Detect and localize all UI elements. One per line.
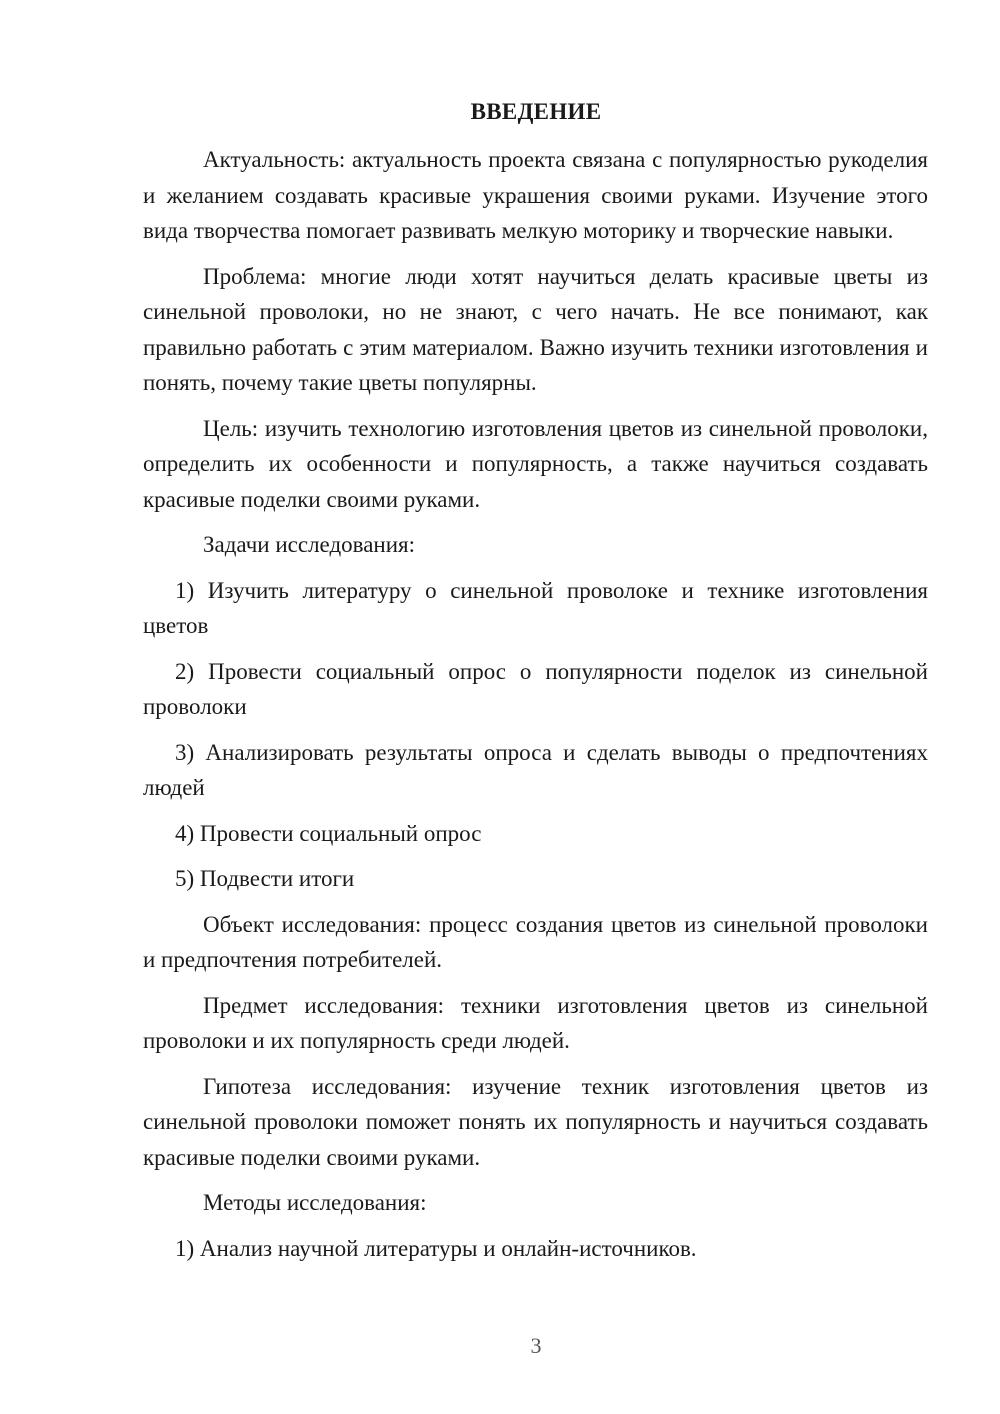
task-item: 2) Провести социальный опрос о популярности поделок из синельной проволоки bbox=[143, 658, 928, 719]
page-number: 3 bbox=[530, 1333, 542, 1358]
method-item: 1) Анализ научной литературы и онлайн-источников. bbox=[175, 1235, 697, 1261]
paragraph-relevance: Актуальность: актуальность проекта связана с популярностью рукоделия и желанием создавать красивые украшения своими руками. Изучение этого вида творчества помогает развивать мелкую моторику и творческие навыки. bbox=[143, 147, 928, 243]
paragraph-tasks-heading: Задачи исследования: bbox=[203, 532, 416, 557]
paragraph-hypothesis: Гипотеза исследования: изучение техник изготовления цветов из синельной проволоки поможет понять их популярность и научиться создавать красивые поделки своими руками. bbox=[143, 1073, 928, 1170]
paragraph-goal: Цель: изучить технологию изготовления цветов из синельной проволоки, определить их особенности и популярность, а также научиться создавать красивые поделки своими руками. bbox=[143, 415, 928, 512]
paragraph-methods-heading: Методы исследования: bbox=[203, 1190, 427, 1215]
task-item: 4) Провести социальный опрос bbox=[175, 820, 482, 846]
task-item: 5) Подвести итоги bbox=[175, 866, 355, 891]
task-item: 1) Изучить литературу о синельной проволоке и технике изготовления цветов bbox=[143, 577, 928, 638]
paragraph-object: Объект исследования: процесс создания цветов из синельной проволоки и предпочтения потребителей. bbox=[143, 911, 928, 972]
paragraph-subject: Предмет исследования: техники изготовления цветов из синельной проволоки и их популярность среди людей. bbox=[143, 992, 928, 1053]
task-item: 3) Анализировать результаты опроса и сделать выводы о предпочтениях людей bbox=[143, 739, 928, 800]
paragraph-problem: Проблема: многие люди хотят научиться делать красивые цветы из синельной проволоки, но не знают, с чего начать. Не все понимают, как правильно работать с этим материалом. Важно изучить техники изготовления и понять, почему такие цветы популярны. bbox=[143, 263, 928, 395]
page-title: ВВЕДЕНИЕ bbox=[470, 99, 602, 124]
document-body bbox=[143, 142, 928, 1276]
